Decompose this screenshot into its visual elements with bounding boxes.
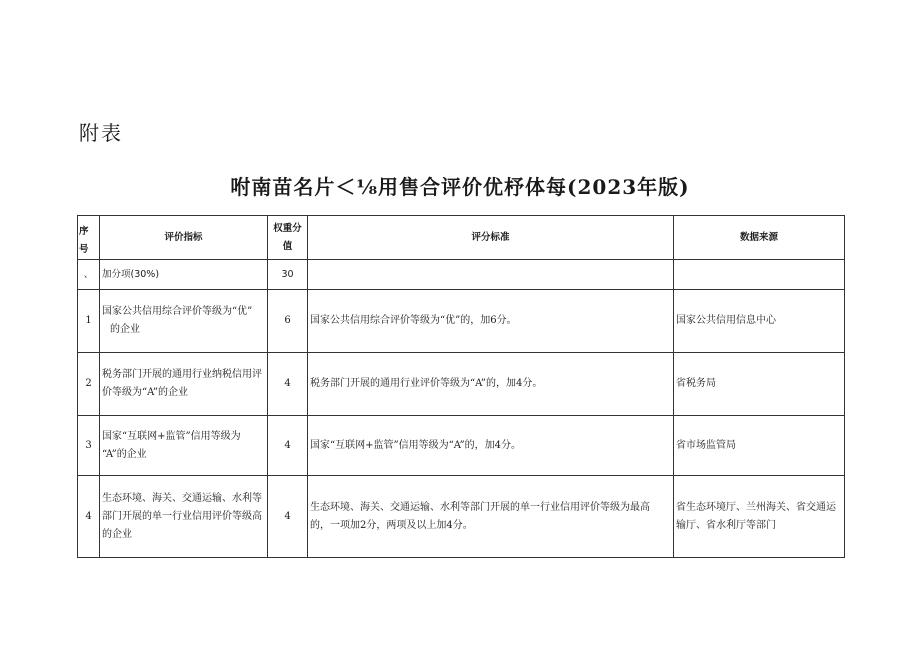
header-row <box>78 216 845 260</box>
row-criteria <box>308 476 674 558</box>
row-seq: 1 <box>78 290 100 353</box>
row-seq: 2 <box>78 353 100 416</box>
header-criteria: 评分标准 <box>308 216 674 260</box>
row-source <box>674 476 845 558</box>
row-indicator <box>100 290 268 353</box>
table-row <box>78 290 845 353</box>
indicator-line: 部门开展的单一行业信用评价等级高 <box>102 510 262 522</box>
row-criteria: 国家“互联网+监管”信用等级为“A”的，加4分。 <box>308 416 674 476</box>
header-indicator: 评价指标 <box>100 216 268 260</box>
evaluation-table <box>77 215 845 558</box>
criteria-line: 的，一项加2分，两项及以上加4分。 <box>310 519 473 531</box>
indicator-line: 国家公共信用综合评价等级为“优” <box>102 306 253 317</box>
indicator-line: 国家“互联网+监管”信用等级为 <box>102 430 241 442</box>
row-indicator <box>100 353 268 416</box>
row-indicator <box>100 476 268 558</box>
row-weight: 4 <box>268 476 308 558</box>
header-weight-line1: 权重分 <box>273 222 302 234</box>
indicator-line: “A”的企业 <box>102 448 147 460</box>
indicator-line: 的企业 <box>110 324 140 335</box>
section-label: 加分项(30%) <box>100 260 268 290</box>
indicator-line: 生态环境、海关、交通运输、水利等 <box>102 492 262 504</box>
section-criteria <box>308 260 674 290</box>
section-source <box>674 260 845 290</box>
row-indicator <box>100 416 268 476</box>
row-source: 国家公共信用信息中心 <box>674 290 845 353</box>
row-criteria: 国家公共信用综合评价等级为“优”的，加6分。 <box>308 290 674 353</box>
section-row <box>78 260 845 290</box>
indicator-line: 税务部门开展的通用行业纳税信用评 <box>102 369 262 380</box>
row-criteria: 税务部门开展的通用行业评价等级为“A”的，加4分。 <box>308 353 674 416</box>
header-source: 数据来源 <box>674 216 845 260</box>
criteria-line: 生态环境、海关、交通运输、水利等部门开展的单一行业信用评价等级为最高 <box>310 501 650 513</box>
source-line: 输厅、省水利厅等部门 <box>676 519 776 531</box>
table-row <box>78 416 845 476</box>
section-seq: 、 <box>78 260 100 290</box>
row-source: 省市场监管局 <box>674 416 845 476</box>
indicator-line: 价等级为“A”的企业 <box>102 387 188 398</box>
header-weight <box>268 216 308 260</box>
table-row <box>78 476 845 558</box>
header-seq: 序号 <box>78 216 100 260</box>
source-line: 省生态环境厅、兰州海关、省交通运 <box>676 501 836 513</box>
annex-label: 附表 <box>79 121 123 145</box>
section-weight: 30 <box>268 260 308 290</box>
document-title: 咐南苗名片＜⅛用售合评价优杼体每(2023年版) <box>230 175 690 199</box>
header-weight-line2: 值 <box>282 240 293 252</box>
table-row <box>78 353 845 416</box>
row-source: 省税务局 <box>674 353 845 416</box>
row-weight: 6 <box>268 290 308 353</box>
row-weight: 4 <box>268 416 308 476</box>
indicator-line: 的企业 <box>102 528 132 540</box>
row-seq: 4 <box>78 476 100 558</box>
row-weight: 4 <box>268 353 308 416</box>
row-seq: 3 <box>78 416 100 476</box>
